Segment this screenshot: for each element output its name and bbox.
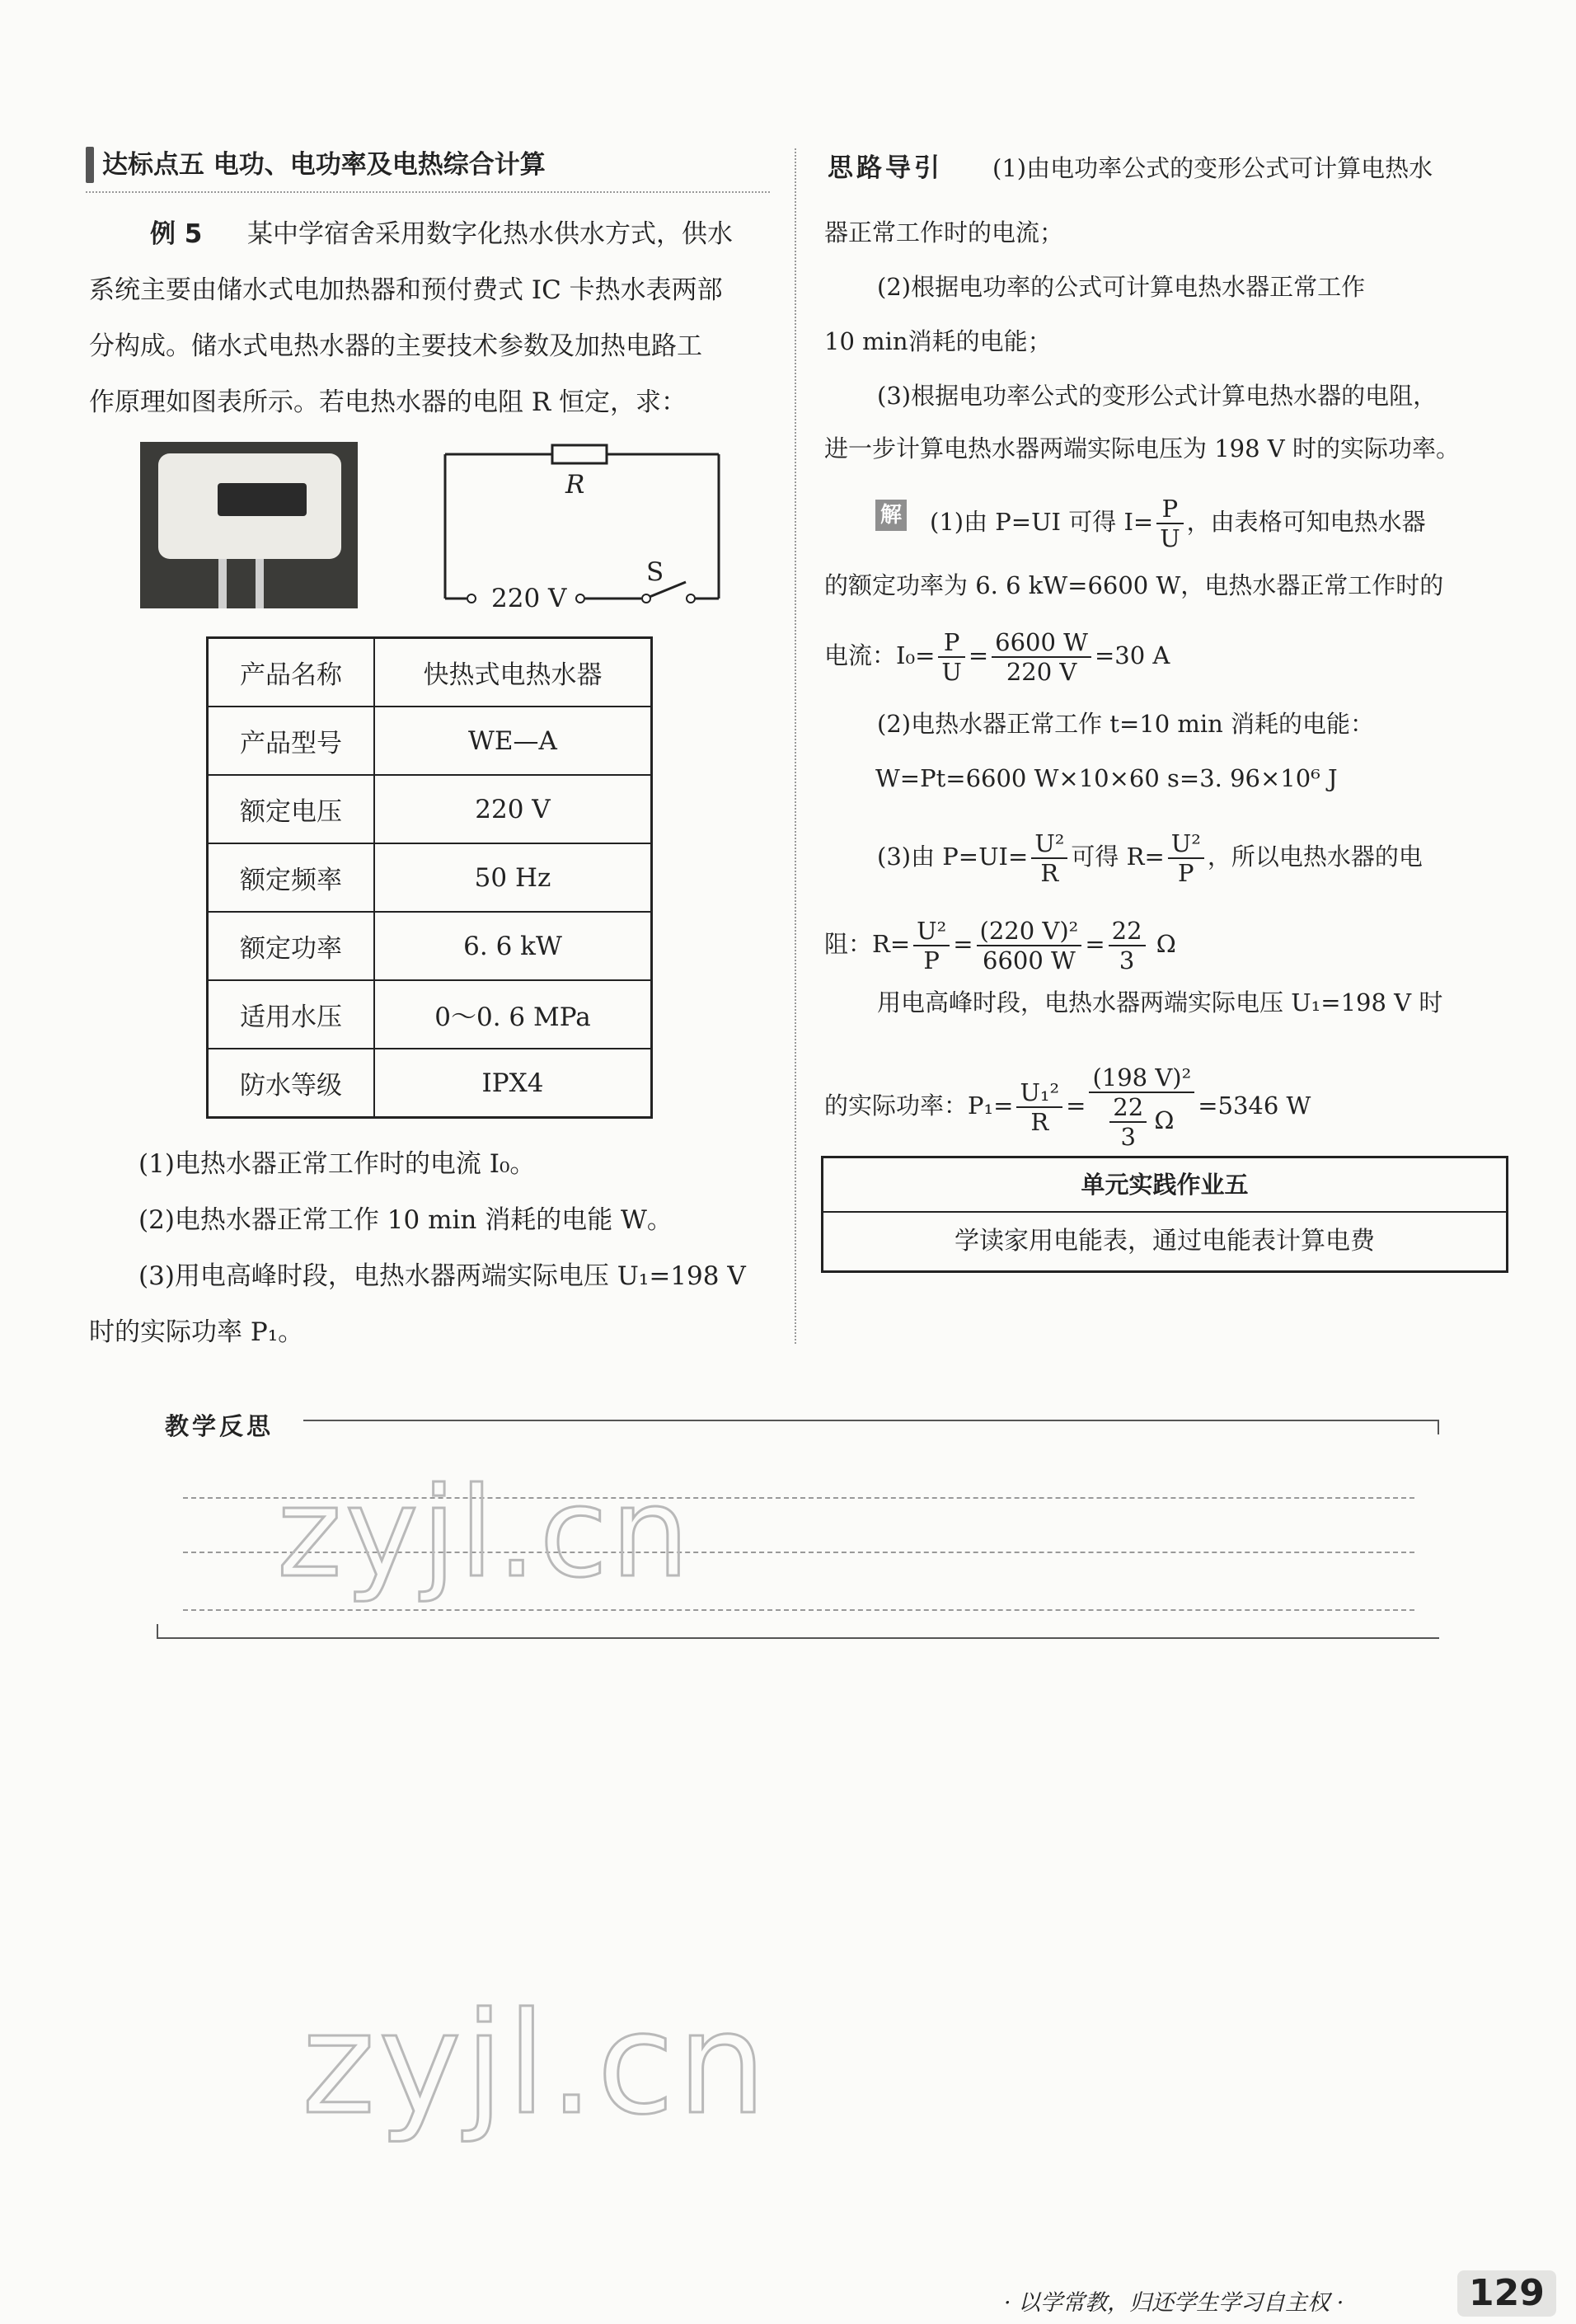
section-title: 达标点五 电功、电功率及电热综合计算 (102, 150, 546, 180)
spec-table (206, 636, 653, 1119)
table-row: 额定功率 6. 6 kW (208, 912, 652, 980)
question-2: (2)电热水器正常工作 10 min 消耗的电能 W。 (138, 1205, 673, 1235)
table-row: 产品型号 WE—A (208, 707, 652, 775)
footer-slogan: · 以学常教，归还学生学习自主权 · (1004, 2290, 1344, 2316)
solution-line-1: (1)由 P=UI 可得 I= $\frac{P}{U}$ ，由表格可知电热水器 (930, 495, 1426, 552)
solution-line-4: (2)电热水器正常工作 t=10 min 消耗的电能： (877, 710, 1375, 738)
unit-practice-body: 学读家用电能表，通过电能表计算电费 (955, 1227, 1375, 1256)
solution-line-8: 用电高峰时段，电热水器两端实际电压 U₁=198 V 时 (877, 988, 1443, 1016)
writing-line (183, 1609, 1414, 1611)
table-row: 额定频率 50 Hz (208, 843, 652, 912)
heater-body (158, 453, 341, 559)
water-heater-photo (140, 442, 358, 608)
resistor-symbol (552, 445, 607, 463)
reflection-bottom-line (157, 1637, 1439, 1639)
question-1: (1)电热水器正常工作时的电流 I₀。 (138, 1149, 536, 1179)
section-marker (86, 147, 94, 183)
reflection-top-line (303, 1420, 1439, 1421)
table-row: 防水等级 IPX4 (208, 1049, 652, 1118)
guide-line-4: 10 min消耗的电能； (824, 327, 1052, 355)
watermark: zyjl.cn (277, 1462, 693, 1605)
table-row: 产品名称 快热式电热水器 (208, 638, 652, 707)
watermark: zyjl.cn (302, 1983, 770, 2146)
table-row: 额定电压 220 V (208, 775, 652, 843)
guide-line-2: 器正常工作时的电流； (824, 218, 1064, 246)
section-divider (86, 191, 770, 193)
guide-line-6: 进一步计算电热水器两端实际电压为 198 V 时的实际功率。 (824, 434, 1460, 462)
resistor-label: R (565, 470, 585, 500)
solution-line-2: 的额定功率为 6. 6 kW=6600 W，电热水器正常工作时的 (824, 571, 1444, 599)
unit-practice-title: 单元实践作业五 (823, 1158, 1506, 1213)
example-line-1: 某中学宿舍采用数字化热水供水方式，供水 (247, 219, 733, 249)
example-line-4: 作原理如图表所示。若电热水器的电阻 R 恒定，求： (89, 387, 687, 417)
heating-circuit-diagram (429, 434, 742, 607)
page-number: 129 (1457, 2270, 1556, 2317)
question-3b: 时的实际功率 P₁。 (89, 1317, 304, 1347)
solution-line-3: 电流：I₀= $\frac{P}{U}$ = $\frac{6600 W}{220 V}$ =30 A (824, 628, 1170, 686)
guide-label: 思路导引 (828, 153, 943, 183)
solution-line-9: 的实际功率：P₁= $\frac{\text{U₁²}}{R}$ = (198 V)² $\frac{22}{3}$ Ω =5346 W (824, 1063, 1311, 1151)
reflection-label: 教学反思 (165, 1412, 274, 1440)
switch-label: S (646, 557, 664, 587)
solution-line-6: (3)由 P=UI= $\frac{\text{U²}}{R}$ 可得 R= $\frac{\text{U²}}{P}$ ，所以电热水器的电 (877, 829, 1423, 887)
solution-line-5: W=Pt=6600 W×10×60 s=3. 96×10⁶ J (875, 764, 1338, 792)
guide-line-5: (3)根据电功率公式的变形公式计算电热水器的电阻， (877, 382, 1438, 410)
example-line-2: 系统主要由储水式电加热器和预付费式 IC 卡热水表两部 (89, 275, 723, 305)
guide-line-3: (2)根据电功率的公式可计算电热水器正常工作 (877, 273, 1366, 301)
example-line-3: 分构成。储水式电热水器的主要技术参数及加热电路工 (89, 331, 702, 361)
column-divider (795, 148, 796, 1344)
table-row: 适用水压 0～0. 6 MPa (208, 980, 652, 1049)
unit-practice-box (821, 1156, 1508, 1273)
example-label: 例 5 (150, 219, 203, 249)
voltage-label: 220 V (491, 584, 567, 613)
switch-symbol (642, 594, 650, 603)
guide-line-1: (1)由电功率公式的变形公式可计算电热水 (992, 154, 1433, 182)
solution-line-7: 阻：R= $\frac{\text{U²}}{P}$ = $\frac{\text{(220 V)²}}{6600 W}$ = $\frac{22}{3}$ Ω (824, 917, 1176, 974)
question-3a: (3)用电高峰时段，电热水器两端实际电压 U₁=198 V (138, 1261, 746, 1291)
solution-badge: 解 (875, 500, 907, 531)
